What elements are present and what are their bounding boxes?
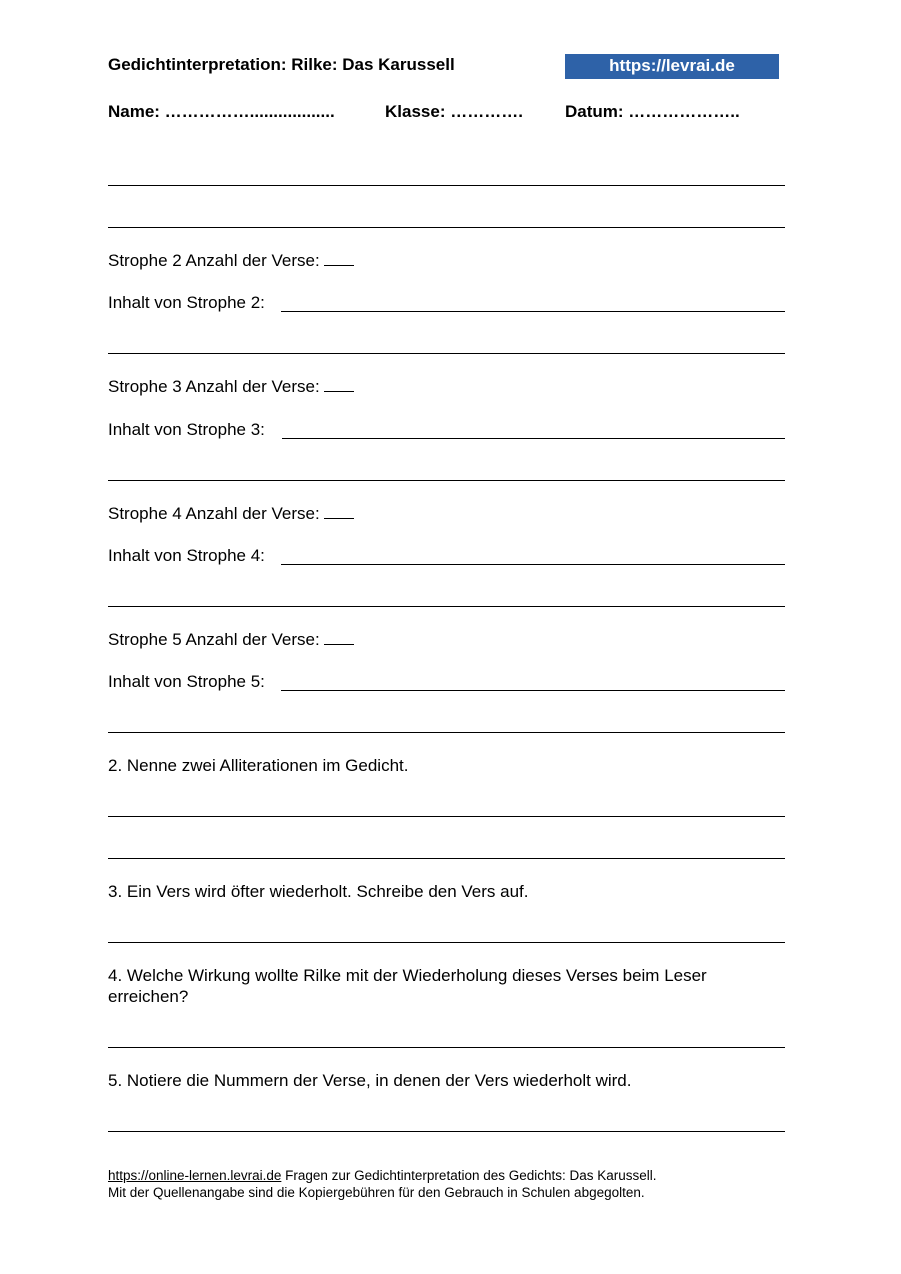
answer-line[interactable] xyxy=(108,858,785,859)
answer-line[interactable] xyxy=(108,1047,785,1048)
answer-line[interactable] xyxy=(108,1131,785,1132)
stanza-4-content-label: Inhalt von Strophe 4: xyxy=(108,546,265,565)
footer-line-1 xyxy=(108,1167,657,1184)
verse-count-blank[interactable] xyxy=(324,517,354,519)
answer-line[interactable] xyxy=(108,480,785,481)
answer-line[interactable] xyxy=(281,690,785,691)
stanza-5-content-label: Inhalt von Strophe 5: xyxy=(108,672,265,691)
stanza-5-count-row xyxy=(108,630,354,650)
answer-line[interactable] xyxy=(282,438,785,439)
question-4: 4. Welche Wirkung wollte Rilke mit der Wiederholung dieses Verses beim Leser erreichen? xyxy=(108,966,707,1006)
stanza-2-count-row xyxy=(108,251,354,271)
answer-line[interactable] xyxy=(108,353,785,354)
answer-line[interactable] xyxy=(108,816,785,817)
answer-line[interactable] xyxy=(108,732,785,733)
question-5: 5. Notiere die Nummern der Verse, in denen der Vers wiederholt wird. xyxy=(108,1071,632,1090)
url-badge[interactable]: https://levrai.de xyxy=(565,54,779,79)
question-2: 2. Nenne zwei Alliterationen im Gedicht. xyxy=(108,756,409,775)
question-3: 3. Ein Vers wird öfter wiederholt. Schreibe den Vers auf. xyxy=(108,882,529,901)
stanza-3-content-label: Inhalt von Strophe 3: xyxy=(108,420,265,439)
stanza-2-content-label: Inhalt von Strophe 2: xyxy=(108,293,265,312)
name-field-label: Name: …………….................. xyxy=(108,102,335,121)
verse-count-blank[interactable] xyxy=(324,643,354,645)
stanza-4-count-row xyxy=(108,504,354,524)
answer-line[interactable] xyxy=(108,227,785,228)
verse-count-blank[interactable] xyxy=(324,390,354,392)
footer xyxy=(108,1167,657,1201)
footer-line-1-text: Fragen zur Gedichtinterpretation des Gedichts: Das Karussell. xyxy=(281,1168,657,1183)
stanza-count-label: Strophe 5 Anzahl der Verse: xyxy=(108,630,320,649)
answer-line[interactable] xyxy=(108,606,785,607)
class-field-label: Klasse: …………. xyxy=(385,102,523,121)
stanza-count-label: Strophe 3 Anzahl der Verse: xyxy=(108,377,320,396)
stanza-count-label: Strophe 4 Anzahl der Verse: xyxy=(108,504,320,523)
footer-line-2: Mit der Quellenangabe sind die Kopiergebühren für den Gebrauch in Schulen abgegolten. xyxy=(108,1185,645,1200)
stanza-count-label: Strophe 2 Anzahl der Verse: xyxy=(108,251,320,270)
answer-line[interactable] xyxy=(281,564,785,565)
date-field-label: Datum: ……………….. xyxy=(565,102,740,121)
answer-line[interactable] xyxy=(108,942,785,943)
answer-line[interactable] xyxy=(281,311,785,312)
footer-link[interactable]: https://online-lernen.levrai.de xyxy=(108,1168,282,1183)
answer-line[interactable] xyxy=(108,185,785,186)
stanza-3-count-row xyxy=(108,377,354,397)
verse-count-blank[interactable] xyxy=(324,264,354,266)
worksheet-title: Gedichtinterpretation: Rilke: Das Karussell xyxy=(108,55,455,74)
